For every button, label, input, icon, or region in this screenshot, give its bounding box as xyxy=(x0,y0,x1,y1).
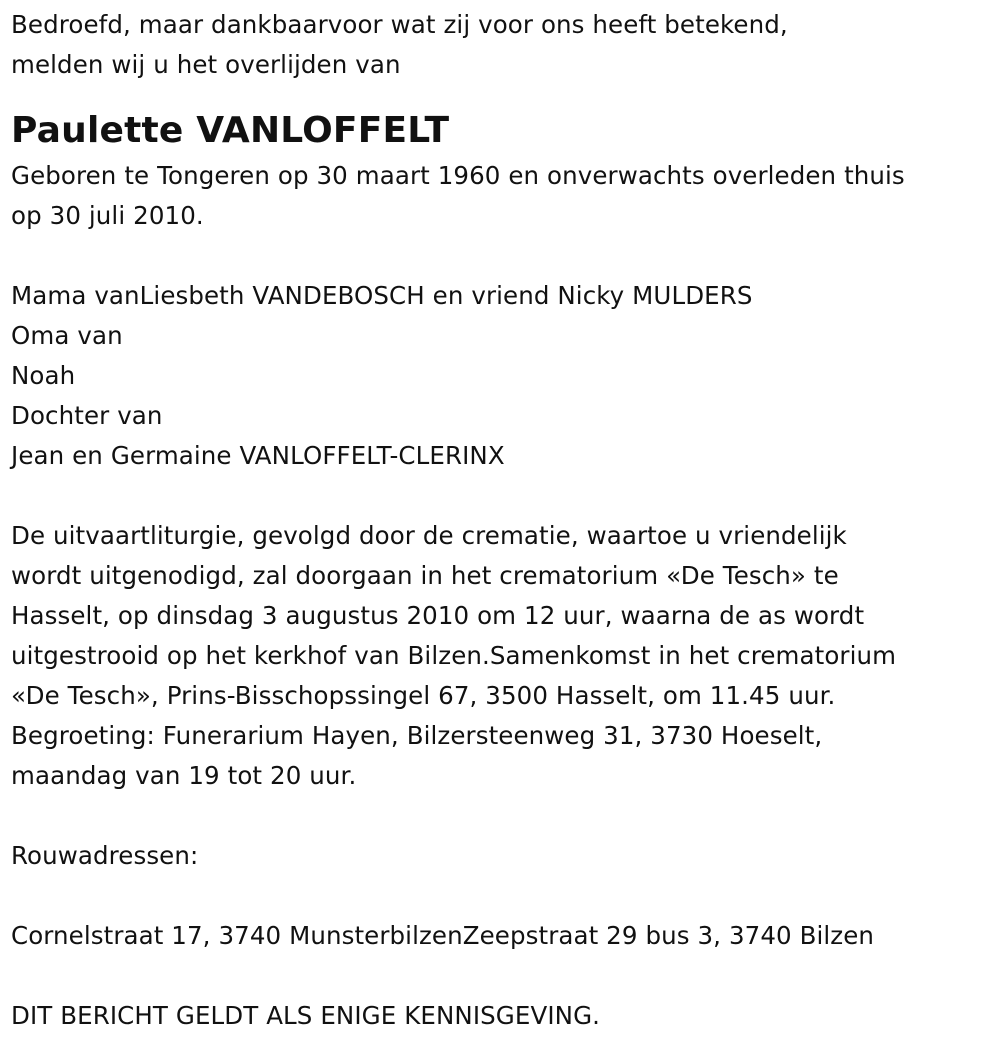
birth-death-line: op 30 juli 2010. xyxy=(11,201,204,230)
family-section xyxy=(11,276,996,476)
addresses-label: Rouwadressen: xyxy=(11,841,199,870)
spacer xyxy=(11,85,996,106)
birth-death-section xyxy=(11,156,996,236)
intro-line: Bedroefd, maar dankbaarvoor wat zij voor ons heeft betekend, xyxy=(11,10,788,39)
ceremony-line: maandag van 19 tot 20 uur. xyxy=(11,761,357,790)
family-line: Mama vanLiesbeth VANDEBOSCH en vriend Nicky MULDERS xyxy=(11,281,753,310)
family-line: Oma van xyxy=(11,321,123,350)
family-line: Noah xyxy=(11,361,76,390)
deceased-name: Paulette VANLOFFELT xyxy=(11,110,450,151)
addresses-line: Cornelstraat 17, 3740 MunsterbilzenZeepstraat 29 bus 3, 3740 Bilzen xyxy=(11,921,875,950)
ceremony-line: De uitvaartliturgie, gevolgd door de crematie, waartoe u vriendelijk xyxy=(11,521,847,550)
family-line: Dochter van xyxy=(11,401,163,430)
spacer xyxy=(11,956,996,996)
spacer xyxy=(11,876,996,916)
ceremony-line: uitgestrooid op het kerkhof van Bilzen.Samenkomst in het crematorium xyxy=(11,641,897,670)
spacer xyxy=(11,476,996,516)
ceremony-section xyxy=(11,516,996,796)
family-line: Jean en Germaine VANLOFFELT-CLERINX xyxy=(11,441,505,470)
ceremony-line: Hasselt, op dinsdag 3 augustus 2010 om 12 uur, waarna de as wordt xyxy=(11,601,865,630)
spacer xyxy=(11,796,996,836)
ceremony-line: «De Tesch», Prins-Bisschopssingel 67, 3500 Hasselt, om 11.45 uur. xyxy=(11,681,836,710)
spacer xyxy=(11,236,996,276)
closing-statement: DIT BERICHT GELDT ALS ENIGE KENNISGEVING. xyxy=(11,1001,601,1030)
ceremony-line: wordt uitgenodigd, zal doorgaan in het crematorium «De Tesch» te xyxy=(11,561,839,590)
death-notice xyxy=(11,5,996,1036)
birth-death-line: Geboren te Tongeren op 30 maart 1960 en onverwachts overleden thuis xyxy=(11,161,905,190)
intro-line: melden wij u het overlijden van xyxy=(11,50,401,79)
ceremony-line: Begroeting: Funerarium Hayen, Bilzersteenweg 31, 3730 Hoeselt, xyxy=(11,721,823,750)
intro-section xyxy=(11,5,996,85)
